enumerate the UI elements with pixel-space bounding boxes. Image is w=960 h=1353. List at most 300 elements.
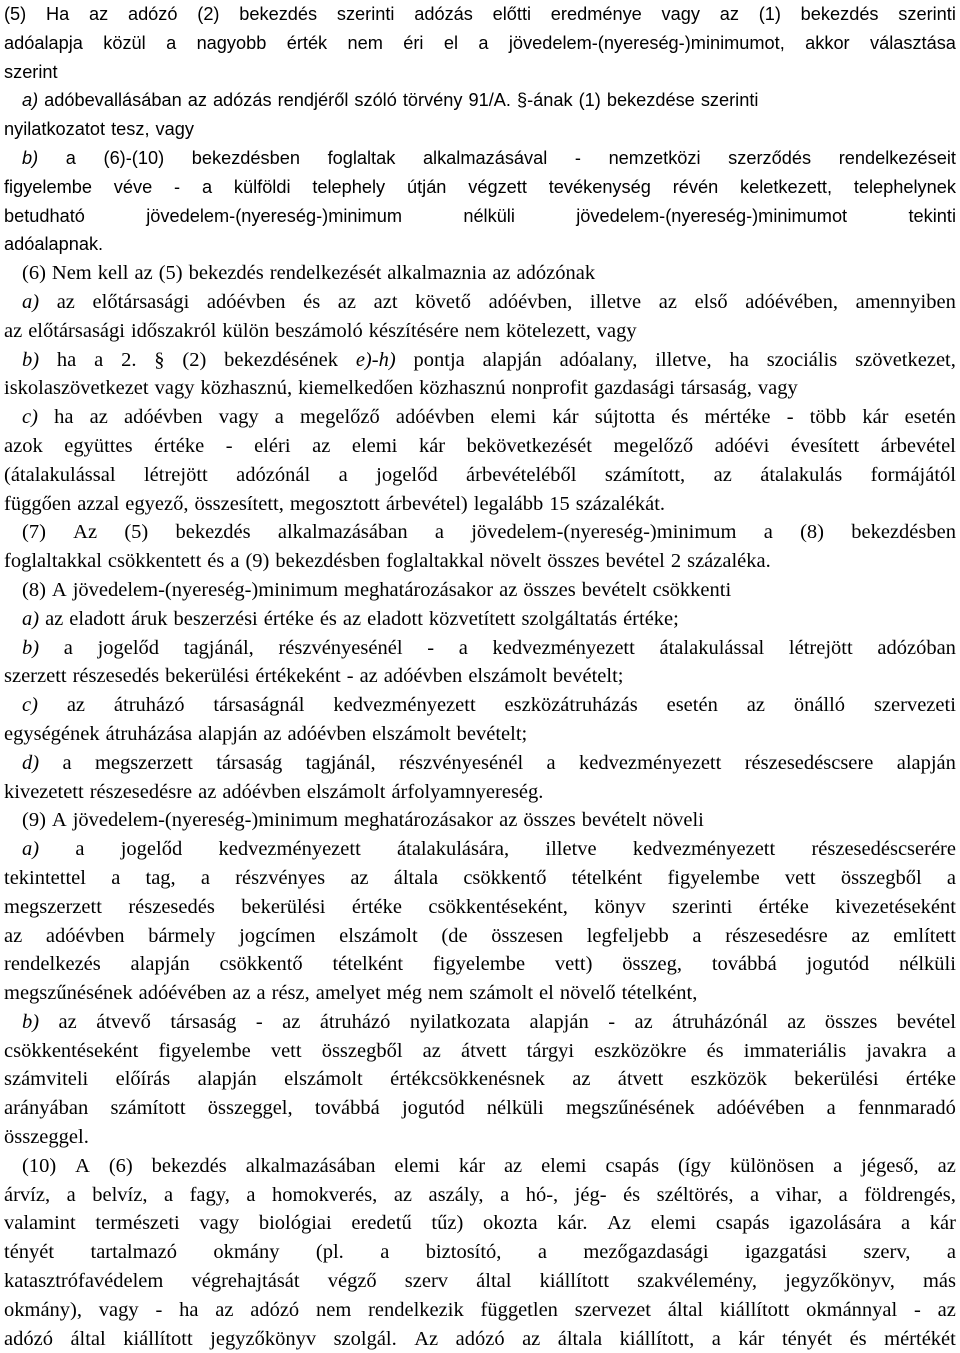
word: bekezdésben xyxy=(275,550,381,573)
word: adóévben xyxy=(124,406,203,429)
italic-word: b) xyxy=(22,636,40,659)
word: létrejött xyxy=(788,636,853,659)
text-line xyxy=(4,346,956,375)
word: - xyxy=(255,1010,263,1033)
word: tényét xyxy=(781,1327,833,1350)
word: jogelőd xyxy=(97,636,160,659)
word: az xyxy=(134,262,153,285)
word: ha xyxy=(729,348,749,371)
word: illetve, xyxy=(655,348,712,371)
word: összesített, xyxy=(194,492,284,515)
word: tűz) xyxy=(431,1212,464,1235)
word: elemi xyxy=(541,1154,587,1177)
word: a xyxy=(500,1183,510,1206)
word: alkalmazásában xyxy=(245,1154,376,1177)
word: eszközátruházás xyxy=(504,694,638,717)
word: alapján xyxy=(130,953,190,976)
word: adóévében xyxy=(716,1097,805,1120)
word: 91/A. xyxy=(468,90,511,111)
word: százalékát. xyxy=(575,492,666,515)
word: azok xyxy=(4,434,43,457)
word: készítésére xyxy=(368,319,459,342)
word: a xyxy=(434,521,444,544)
word: szerzett xyxy=(4,665,67,688)
word: tételként, xyxy=(621,982,698,1005)
word: adóévben xyxy=(206,290,286,313)
word: összeggel, xyxy=(207,1097,293,1120)
word: árbevétel) xyxy=(385,492,468,515)
word: csökkenti xyxy=(652,578,732,601)
word: a xyxy=(833,1154,843,1177)
word: adóévi xyxy=(714,434,770,457)
word: az xyxy=(45,607,64,630)
word: igazolására xyxy=(789,1212,882,1235)
word: részesedésre xyxy=(725,924,828,947)
word: (5) xyxy=(158,262,183,285)
word: és xyxy=(849,1327,867,1350)
word: kiemelkedően xyxy=(298,377,414,400)
text-line xyxy=(4,806,956,835)
word: jogelőd xyxy=(120,838,183,861)
word: bekerülési xyxy=(165,665,250,688)
word: elemi xyxy=(650,1212,697,1235)
word: adóévben xyxy=(395,406,475,429)
word: adózónak xyxy=(516,262,596,285)
word: foglaltakkal xyxy=(386,550,485,573)
word: megszerzett xyxy=(4,895,102,918)
word: társaság xyxy=(170,1010,237,1033)
word: az xyxy=(312,434,331,457)
word: vett) xyxy=(554,953,593,976)
word: általa xyxy=(557,1327,603,1350)
word: adózó xyxy=(250,1298,300,1321)
italic-word: b) xyxy=(22,1010,40,1033)
word: pontja xyxy=(413,348,465,371)
word: szolgáltatás xyxy=(521,607,618,630)
word: kivezetéseként xyxy=(835,895,956,918)
word: előírás xyxy=(115,1068,171,1091)
word: figyelembe xyxy=(4,176,92,197)
word: tevékenység xyxy=(548,176,651,197)
word: a xyxy=(338,463,348,486)
word: százaléka. xyxy=(687,550,771,573)
word: a xyxy=(763,521,773,544)
word: megszűnésének xyxy=(565,1097,695,1120)
word: közül xyxy=(103,32,146,53)
word: (2) xyxy=(197,4,220,24)
word: jogelőd xyxy=(376,463,438,486)
word: végző xyxy=(327,1270,377,1293)
word: közvetített xyxy=(428,607,516,630)
text-line xyxy=(4,634,956,663)
word: kiállított xyxy=(539,1270,610,1293)
word: részesedéscsere xyxy=(744,751,874,774)
word: a xyxy=(75,838,85,861)
word: betudható xyxy=(4,205,85,226)
word: kedvezményezett xyxy=(492,636,635,659)
word: a xyxy=(200,866,210,889)
word: alkalmaznia xyxy=(387,262,487,285)
italic-word: b) xyxy=(22,147,39,168)
word: jogutód xyxy=(401,1097,465,1120)
word: eredménye xyxy=(550,4,642,24)
word: első xyxy=(694,290,728,313)
text-line xyxy=(4,432,956,461)
word: (9) xyxy=(22,809,46,832)
word: el xyxy=(539,982,554,1005)
word: megelőző xyxy=(300,406,380,429)
word: áruk xyxy=(131,607,168,630)
word: árfolyamnyereség. xyxy=(391,780,544,803)
word: figyelembe xyxy=(432,953,526,976)
word: és xyxy=(319,607,337,630)
word: értékeként xyxy=(255,665,341,688)
text-line xyxy=(4,1325,956,1353)
word: - xyxy=(786,406,794,429)
word: továbbá xyxy=(314,1097,380,1120)
word: egyező, xyxy=(125,492,189,515)
text-line xyxy=(4,1267,956,1296)
word: kár xyxy=(738,1327,765,1350)
word: (de xyxy=(441,924,468,947)
word: A xyxy=(51,578,67,601)
word: igazgatási xyxy=(744,1241,827,1264)
word: vett xyxy=(784,866,816,889)
word: legalább xyxy=(473,492,544,515)
word: tételként xyxy=(332,953,404,976)
word: a xyxy=(946,1039,956,1062)
word: elemi xyxy=(394,1154,440,1177)
word: rendelkezéseit xyxy=(838,147,956,168)
word: a xyxy=(900,1212,911,1235)
word: az xyxy=(634,1010,653,1033)
word: a xyxy=(65,147,76,168)
word: átvett xyxy=(461,1039,507,1062)
word: tekintettel xyxy=(4,866,86,889)
word: a xyxy=(230,550,240,573)
word: (átalakulással xyxy=(4,463,116,486)
word: elemi xyxy=(490,406,537,429)
word: bevétel xyxy=(605,550,665,573)
word: az xyxy=(492,262,511,285)
word: jegyzőkönyv, xyxy=(785,1270,895,1293)
word: a xyxy=(750,1183,760,1206)
word: megosztott xyxy=(289,492,380,515)
word: mértéke xyxy=(704,406,771,429)
italic-word: d) xyxy=(22,751,40,774)
word: szerinti xyxy=(700,90,759,111)
word: értékcsökkenésnek xyxy=(390,1068,545,1091)
word: kár xyxy=(929,1212,956,1235)
word: - xyxy=(914,1298,921,1321)
italic-word: a) xyxy=(22,290,40,313)
word: közhasznú, xyxy=(200,377,293,400)
word: bekerülési xyxy=(241,895,326,918)
word: a xyxy=(256,982,266,1005)
word: jogutód xyxy=(806,953,870,976)
word: számított, xyxy=(604,463,686,486)
word: továbbá xyxy=(711,953,777,976)
word: illetve xyxy=(589,290,642,313)
text-line xyxy=(4,922,956,951)
word: § xyxy=(154,348,165,371)
word: külön xyxy=(222,319,270,342)
word: társaság xyxy=(216,751,283,774)
word: véve xyxy=(113,176,153,197)
word: összeggel. xyxy=(4,1126,89,1149)
word: megelőző xyxy=(613,434,694,457)
word: a xyxy=(63,636,73,659)
word: összes xyxy=(547,550,600,573)
word: Ha xyxy=(45,4,70,24)
word: nélküli xyxy=(486,1097,544,1120)
word: révén xyxy=(672,176,719,197)
word: és xyxy=(706,1039,724,1062)
word: kedvezményezett xyxy=(218,838,361,861)
word: átruházó xyxy=(319,1010,391,1033)
word: rész, xyxy=(271,982,310,1005)
word: kötelezett, xyxy=(505,319,591,342)
word: az xyxy=(232,982,251,1005)
word: részesedéscserére xyxy=(811,838,956,861)
word: nem xyxy=(347,32,383,53)
word: a xyxy=(458,636,468,659)
word: a xyxy=(380,1241,390,1264)
word: bekezdés xyxy=(188,262,264,285)
word: valamint xyxy=(4,1212,76,1235)
word: bekezdése xyxy=(606,90,695,111)
word: (6) xyxy=(22,262,46,285)
word: alkalmazásában xyxy=(277,521,408,544)
word: nem xyxy=(464,319,500,342)
word: létrejött xyxy=(143,463,208,486)
word: értéke xyxy=(263,607,314,630)
word: bekezdésben xyxy=(851,521,956,544)
word: szövetkezet, xyxy=(855,348,956,371)
word: adóalapja xyxy=(4,32,83,53)
word: nagyobb xyxy=(196,32,267,53)
word: közhasznú xyxy=(419,377,506,400)
text-line xyxy=(4,864,956,893)
word: összegből xyxy=(321,1039,403,1062)
word: összesen xyxy=(491,924,564,947)
word: sújtotta xyxy=(594,406,656,429)
word: külföldi xyxy=(233,176,291,197)
word: összegből xyxy=(840,866,922,889)
text-line xyxy=(4,317,956,346)
word: immateriális xyxy=(743,1039,847,1062)
text-line xyxy=(4,1094,956,1123)
word: - xyxy=(427,636,435,659)
word: által xyxy=(70,1327,106,1350)
word: fagy, xyxy=(189,1183,230,1206)
text-line xyxy=(4,115,956,144)
word: adózóban xyxy=(877,636,956,659)
word: akkor xyxy=(805,32,850,53)
word: érték xyxy=(286,32,328,53)
word: vagy xyxy=(596,319,637,342)
word: nyilatkozatot xyxy=(4,119,106,140)
text-line xyxy=(4,605,956,634)
word: el xyxy=(443,32,458,53)
word: kár xyxy=(458,1154,486,1177)
word: kár xyxy=(862,406,889,429)
word: megszűnésének xyxy=(4,982,133,1005)
word: az xyxy=(4,924,23,947)
word: az xyxy=(88,4,109,24)
word: az xyxy=(572,1068,591,1091)
word: (így xyxy=(677,1154,712,1177)
word: a xyxy=(826,1097,836,1120)
word: szakvélemény, xyxy=(637,1270,758,1293)
word: adóévben, xyxy=(488,290,573,313)
text-line xyxy=(4,0,956,29)
word: az xyxy=(187,90,207,111)
word: társaságnál xyxy=(213,694,305,717)
word: összes xyxy=(523,578,576,601)
word: az xyxy=(713,463,732,486)
text-line xyxy=(4,1181,956,1210)
word: általa xyxy=(393,866,439,889)
word: átvevő xyxy=(96,1010,151,1033)
word: nélküli xyxy=(898,953,956,976)
word: rendelkezését xyxy=(269,262,382,285)
word: tagjánál, xyxy=(305,751,376,774)
word: adóbevallásában xyxy=(44,90,182,111)
text-line xyxy=(4,1296,956,1325)
word: említett xyxy=(893,924,956,947)
word: elszámolt xyxy=(468,665,547,688)
word: adóévben xyxy=(383,665,463,688)
word: által xyxy=(476,1270,512,1293)
word: több xyxy=(809,406,847,429)
text-line xyxy=(4,518,956,547)
word: növelő xyxy=(559,982,616,1005)
word: széltörés, xyxy=(656,1183,734,1206)
word: a xyxy=(201,176,213,197)
word: adóalany, xyxy=(559,348,638,371)
italic-word: a) xyxy=(22,607,40,630)
word: kedvezményezett xyxy=(632,838,776,861)
word: nélküli xyxy=(463,205,515,226)
word: vagy xyxy=(98,1298,139,1321)
text-line xyxy=(4,1123,956,1152)
word: az xyxy=(393,1183,413,1206)
word: kiállított, xyxy=(619,1327,695,1350)
word: eszközök xyxy=(690,1068,767,1091)
word: (7) xyxy=(22,521,46,544)
word: csökkentő xyxy=(219,953,303,976)
word: útján xyxy=(406,176,447,197)
word: és xyxy=(303,290,321,313)
word: összeg, xyxy=(622,953,683,976)
word: vagy xyxy=(757,377,798,400)
text-line xyxy=(4,979,956,1008)
word: ha xyxy=(56,348,77,371)
text-line xyxy=(4,835,956,864)
word: csökkentő xyxy=(463,866,547,889)
word: adóalapnak. xyxy=(4,234,104,255)
word: beszámoló xyxy=(275,319,363,342)
word: szervezet xyxy=(574,1298,651,1321)
word: végrehajtását xyxy=(191,1270,300,1293)
word: §-ának xyxy=(516,90,573,111)
word: okozta xyxy=(482,1212,538,1235)
word: tényét xyxy=(4,1241,55,1264)
word: kár xyxy=(552,406,579,429)
word: jégeső, xyxy=(861,1154,919,1177)
word: vihar, xyxy=(775,1183,823,1206)
word: eladott xyxy=(69,607,126,630)
text-line xyxy=(4,144,956,173)
word: ha xyxy=(179,1298,199,1321)
word: rendelkezik xyxy=(368,1298,464,1321)
word: végzett xyxy=(468,176,527,197)
word: a xyxy=(946,866,956,889)
word: az xyxy=(56,290,75,313)
word: csökkentéseként, xyxy=(428,895,568,918)
word: kedvezményezett xyxy=(579,751,722,774)
word: az xyxy=(350,866,369,889)
word: az xyxy=(787,1010,806,1033)
word: gazdasági xyxy=(593,377,675,400)
word: az xyxy=(937,1154,956,1177)
word: vagy xyxy=(155,119,194,140)
word: azt xyxy=(373,290,398,313)
word: különösen xyxy=(729,1154,815,1177)
word: vagy xyxy=(661,4,700,24)
text-line xyxy=(4,778,956,807)
text-line xyxy=(4,1037,956,1066)
word: jegyzőkönyv xyxy=(210,1327,317,1350)
word: telephely xyxy=(312,176,386,197)
word: Nem xyxy=(51,262,92,285)
word: szociális xyxy=(766,348,838,371)
word: és xyxy=(623,1183,641,1206)
word: értéke xyxy=(351,895,402,918)
text-line xyxy=(4,86,956,115)
word: átalakulására, xyxy=(397,838,510,861)
word: csökkentett xyxy=(107,550,202,573)
word: előtti xyxy=(492,4,532,24)
word: 2 xyxy=(670,550,682,573)
word: belvíz, xyxy=(92,1183,148,1206)
word: együttes xyxy=(64,434,133,457)
word: az xyxy=(66,694,86,717)
word: nonprofit xyxy=(511,377,588,400)
word: az xyxy=(89,406,108,429)
word: 2. xyxy=(121,348,137,371)
word: az xyxy=(851,924,870,947)
word: kár. xyxy=(557,1212,588,1235)
text-line xyxy=(4,230,956,259)
word: könyv xyxy=(594,895,646,918)
word: a xyxy=(246,1183,256,1206)
word: jövedelem-(nyereség-)minimumot, xyxy=(508,32,785,53)
word: egységének xyxy=(4,722,100,745)
word: évesített xyxy=(790,434,860,457)
word: összes xyxy=(523,809,576,832)
word: időszakról xyxy=(130,319,217,342)
word: alapján xyxy=(482,348,542,371)
word: részvényesénél xyxy=(399,751,524,774)
text-line xyxy=(4,1152,956,1181)
word: bekezdés xyxy=(239,4,318,24)
word: bekezdés xyxy=(175,521,251,544)
word: tárgyi xyxy=(526,1039,575,1062)
word: mezőgazdasági xyxy=(583,1241,709,1264)
word: (pl. xyxy=(315,1241,344,1264)
